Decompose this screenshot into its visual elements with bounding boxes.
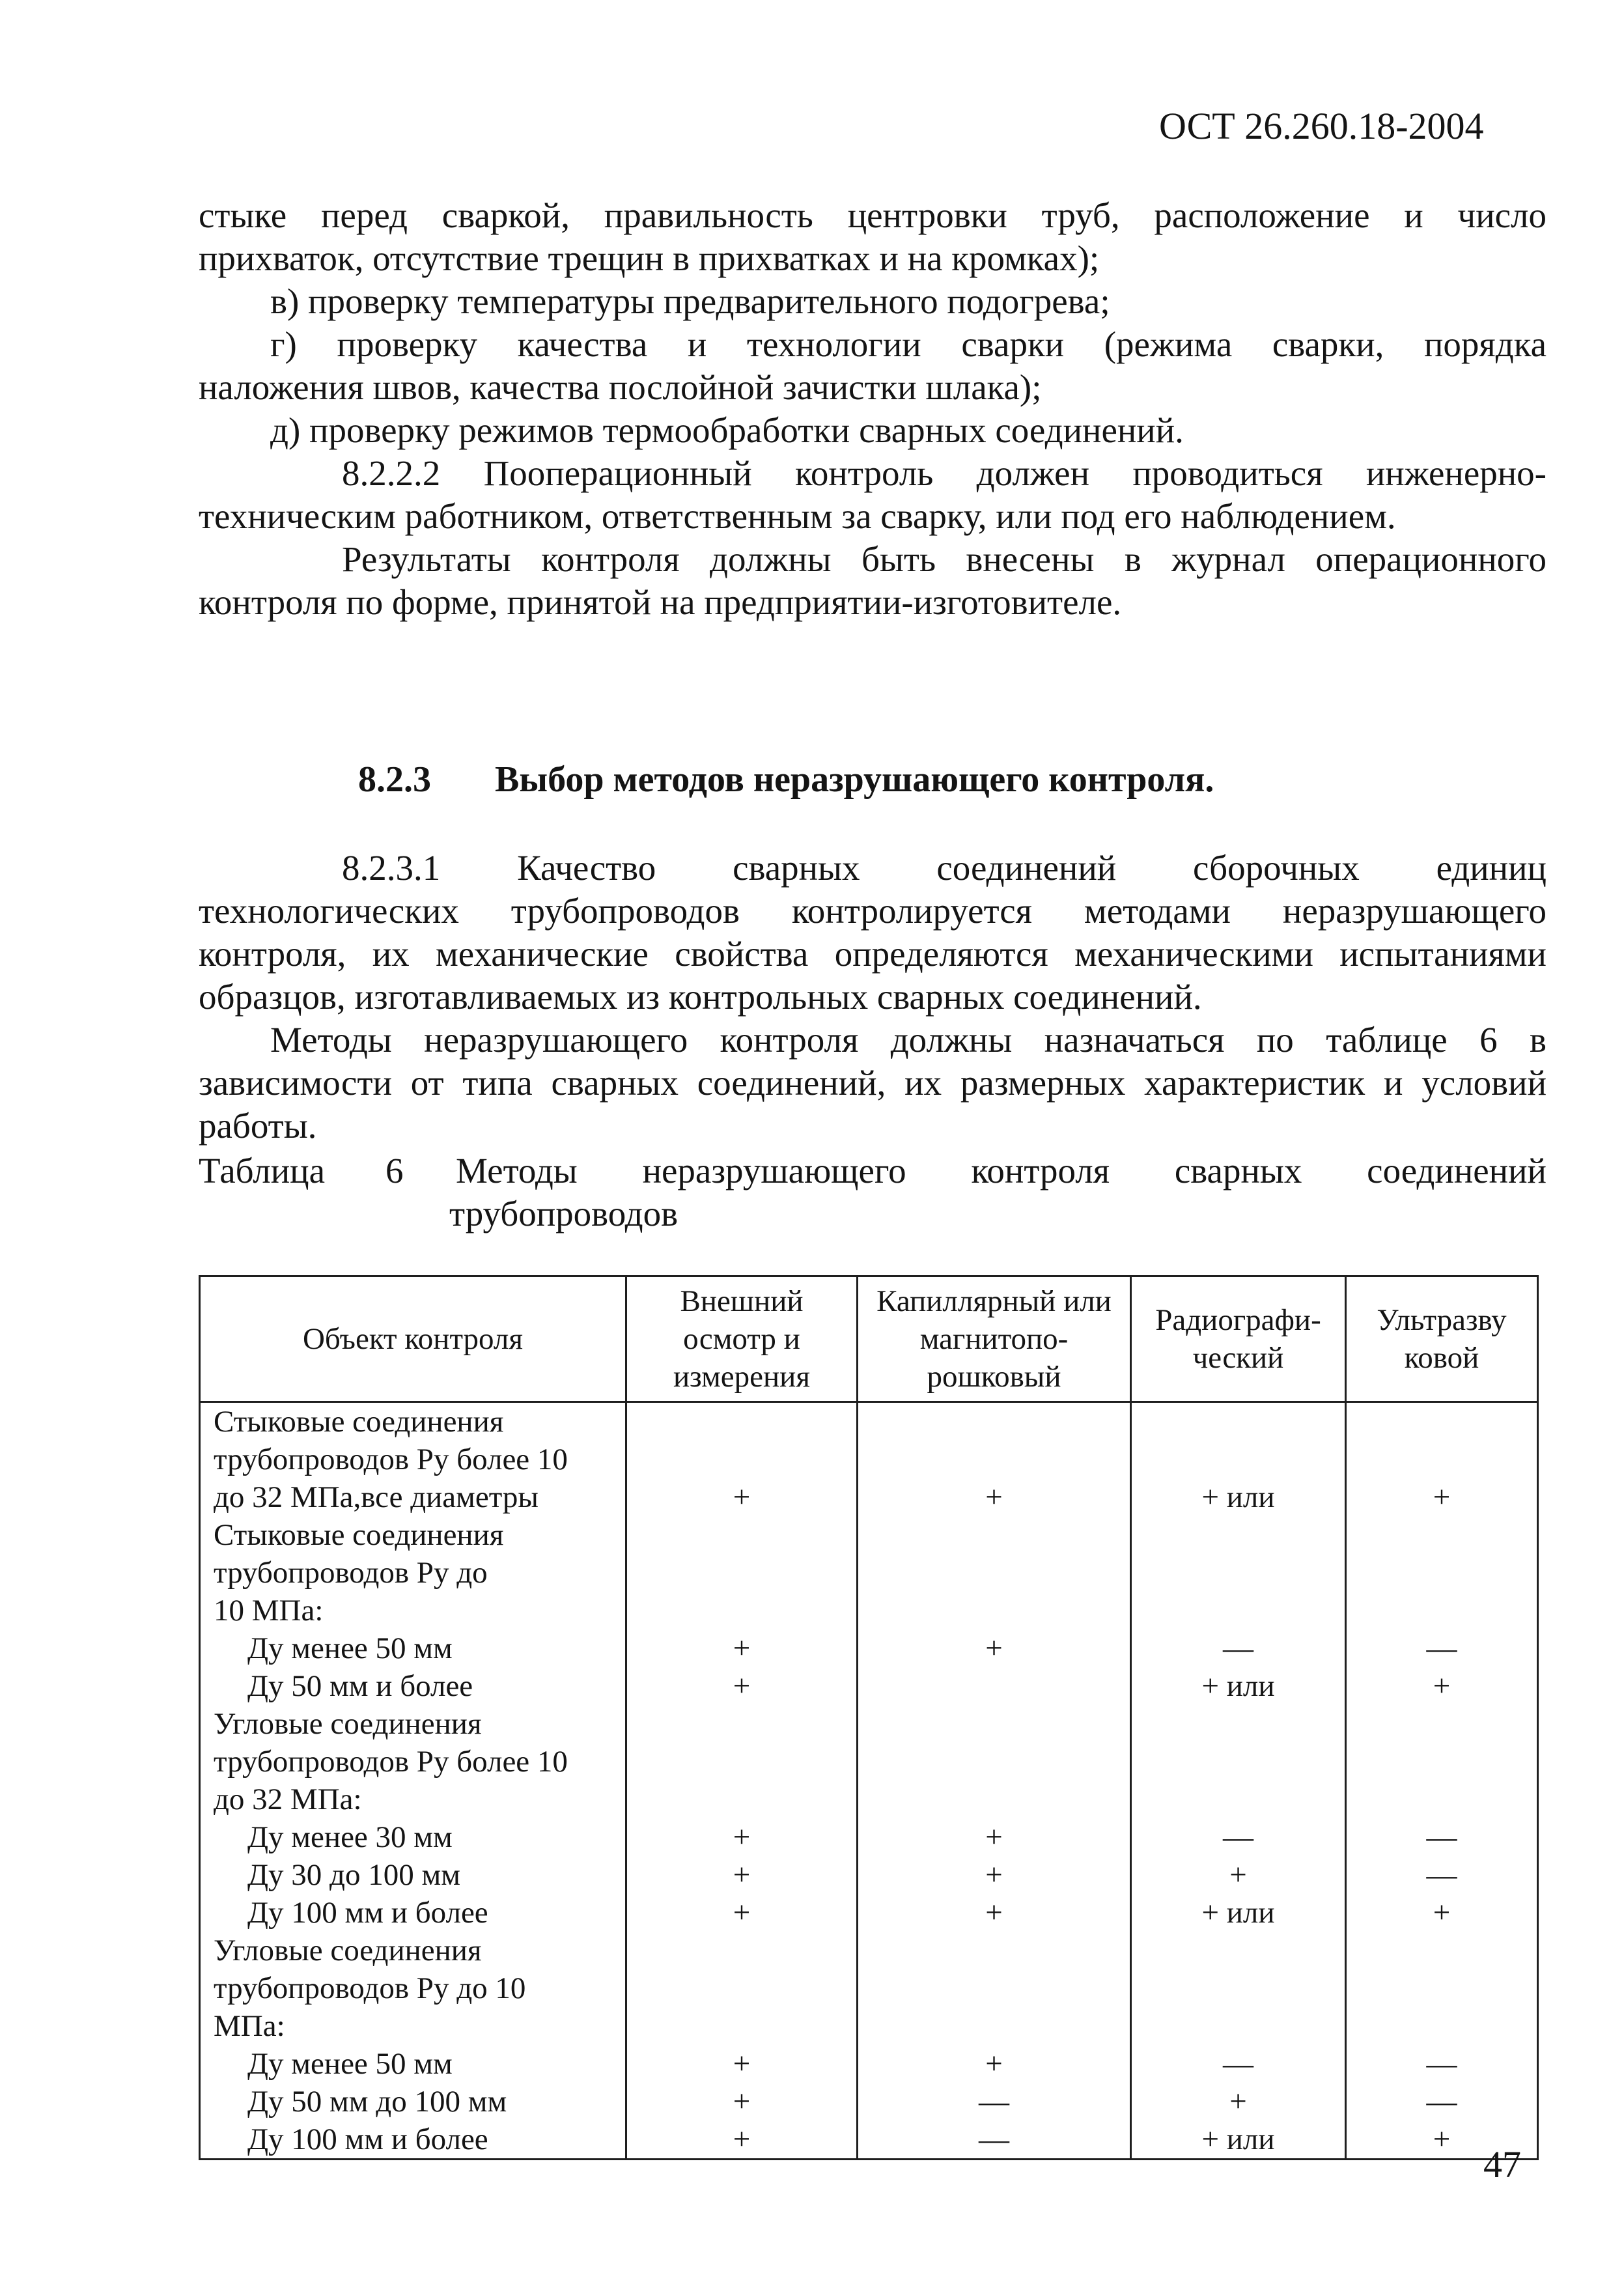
method-mark: + bbox=[985, 1858, 1003, 1892]
paragraph-line: работы. bbox=[199, 1106, 317, 1146]
method-mark bbox=[627, 1932, 856, 1969]
row-label-cell bbox=[200, 1894, 626, 1932]
method-mark: — bbox=[1426, 2085, 1457, 2119]
clause-8-2-2-2: 8.2.2.2 Пооперационный контроль должен проводиться инженерно- bbox=[342, 453, 1547, 493]
row-label-cell bbox=[200, 1969, 626, 2007]
row-label-cell bbox=[200, 1516, 626, 1554]
method-mark-cell bbox=[626, 1402, 858, 1441]
method-mark-cell bbox=[858, 1441, 1131, 1478]
method-mark bbox=[1132, 2007, 1345, 2045]
header-line: Капиллярный или bbox=[876, 1284, 1112, 1318]
method-mark bbox=[1132, 1705, 1345, 1743]
method-mark-cell bbox=[1346, 1856, 1538, 1894]
method-mark: — bbox=[1426, 2047, 1457, 2081]
header-radiographic bbox=[1131, 1276, 1346, 1402]
row-label-cell bbox=[200, 1402, 626, 1441]
method-mark-cell bbox=[1131, 1743, 1346, 1781]
table-row bbox=[200, 1592, 1538, 1629]
method-mark-cell bbox=[1346, 1402, 1538, 1441]
method-mark: + bbox=[1433, 1896, 1451, 1930]
method-mark bbox=[1347, 1592, 1537, 1629]
method-mark bbox=[1347, 1969, 1537, 2007]
method-mark-cell bbox=[858, 1592, 1131, 1629]
table-row bbox=[200, 1743, 1538, 1781]
table-row bbox=[200, 2007, 1538, 2045]
table-caption-title: Методы неразрушающего контроля сварных соединений bbox=[456, 1151, 1547, 1190]
method-mark bbox=[1132, 1441, 1345, 1478]
row-label-cell bbox=[200, 2007, 626, 2045]
method-mark-cell bbox=[626, 1818, 858, 1856]
method-mark-cell bbox=[1346, 1629, 1538, 1667]
method-mark-cell bbox=[1131, 1705, 1346, 1743]
method-mark-cell bbox=[1131, 2007, 1346, 2045]
method-mark-cell bbox=[626, 1554, 858, 1592]
table-row bbox=[200, 1554, 1538, 1592]
method-mark: — bbox=[1223, 1820, 1253, 1854]
method-mark-cell bbox=[1131, 1667, 1346, 1705]
row-label-cell bbox=[200, 1932, 626, 1969]
method-mark: + или bbox=[1201, 1669, 1275, 1703]
method-mark bbox=[627, 2007, 856, 2045]
method-mark: + или bbox=[1201, 1896, 1275, 1930]
method-mark-cell bbox=[1346, 1478, 1538, 1516]
method-mark-cell bbox=[858, 1705, 1131, 1743]
method-mark bbox=[627, 1743, 856, 1781]
method-mark bbox=[627, 1969, 856, 2007]
paragraph-line: контроля, их механические свойства определяются механическими испытаниями bbox=[199, 934, 1547, 974]
table-row bbox=[200, 1818, 1538, 1856]
header-line: Внешний bbox=[680, 1284, 804, 1318]
table-row bbox=[200, 1667, 1538, 1705]
method-mark-cell bbox=[858, 1818, 1131, 1856]
section-number: 8.2.3 bbox=[358, 759, 431, 800]
row-label: трубопроводов Ру более 10 bbox=[214, 1745, 568, 1779]
method-mark: + или bbox=[1201, 1480, 1275, 1514]
method-mark bbox=[1347, 1441, 1537, 1478]
method-mark-cell bbox=[626, 1969, 858, 2007]
header-line: Ультразву bbox=[1377, 1303, 1507, 1337]
method-mark-cell bbox=[1131, 1592, 1346, 1629]
method-mark-cell bbox=[1131, 2083, 1346, 2120]
method-mark bbox=[858, 1516, 1130, 1554]
method-mark-cell bbox=[858, 2045, 1131, 2083]
method-mark bbox=[1347, 1743, 1537, 1781]
row-label-cell bbox=[200, 1441, 626, 1478]
paragraph-line: технологических трубопроводов контролируется методами неразрушающего bbox=[199, 891, 1547, 931]
method-mark-cell bbox=[626, 1478, 858, 1516]
row-label-cell bbox=[200, 2083, 626, 2120]
method-mark bbox=[627, 1403, 856, 1441]
method-mark: + bbox=[1229, 2085, 1247, 2119]
method-mark bbox=[1132, 1516, 1345, 1554]
method-mark: + bbox=[1433, 1480, 1451, 1514]
method-mark-cell bbox=[858, 1743, 1131, 1781]
method-mark: + bbox=[1229, 1858, 1247, 1892]
document-code: ОСТ 26.260.18-2004 bbox=[1159, 105, 1484, 147]
method-mark-cell bbox=[626, 1592, 858, 1629]
method-mark-cell bbox=[626, 2045, 858, 2083]
row-label: Ду менее 50 мм bbox=[247, 2047, 453, 2081]
method-mark bbox=[858, 1403, 1130, 1441]
method-mark-cell bbox=[1131, 1969, 1346, 2007]
method-mark bbox=[1347, 1781, 1537, 1818]
method-mark-cell bbox=[1346, 1705, 1538, 1743]
table-row bbox=[200, 1705, 1538, 1743]
methods-table bbox=[199, 1275, 1539, 2160]
row-label: трубопроводов Ру до 10 bbox=[214, 1971, 526, 2005]
method-mark-cell bbox=[858, 2007, 1131, 2045]
method-mark-cell bbox=[626, 2083, 858, 2120]
method-mark-cell bbox=[858, 1478, 1131, 1516]
row-label: до 32 МПа,все диаметры bbox=[214, 1480, 539, 1514]
method-mark-cell bbox=[626, 1667, 858, 1705]
method-mark-cell bbox=[858, 1894, 1131, 1932]
row-label-cell bbox=[200, 1856, 626, 1894]
method-mark bbox=[1347, 1932, 1537, 1969]
method-mark: + bbox=[733, 1631, 751, 1665]
method-mark-cell bbox=[1346, 1667, 1538, 1705]
method-mark-cell bbox=[1346, 1592, 1538, 1629]
method-mark: + bbox=[733, 2047, 751, 2081]
table-row bbox=[200, 1516, 1538, 1554]
row-label-cell bbox=[200, 1743, 626, 1781]
method-mark-cell bbox=[858, 1932, 1131, 1969]
method-mark-cell bbox=[1131, 2045, 1346, 2083]
row-label: Ду менее 50 мм bbox=[247, 1631, 453, 1665]
method-mark bbox=[627, 1554, 856, 1592]
table-row bbox=[200, 2120, 1538, 2160]
method-mark: + bbox=[985, 1480, 1003, 1514]
table-row bbox=[200, 1894, 1538, 1932]
method-mark: — bbox=[1223, 2047, 1253, 2081]
method-mark: + bbox=[733, 2085, 751, 2119]
paragraph-line: прихваток, отсутствие трещин в прихватках и на кромках); bbox=[199, 238, 1100, 278]
method-mark: + bbox=[1433, 2122, 1451, 2156]
method-mark-cell bbox=[1131, 1554, 1346, 1592]
method-mark-cell bbox=[858, 1554, 1131, 1592]
method-mark: — bbox=[1223, 1631, 1253, 1665]
row-label: до 32 МПа: bbox=[214, 1782, 362, 1816]
row-label-cell bbox=[200, 2120, 626, 2160]
row-label: Ду 100 мм и более bbox=[247, 1896, 488, 1930]
method-mark-cell bbox=[1346, 1969, 1538, 2007]
list-item-g: г) проверку качества и технологии сварки (режима сварки, порядка bbox=[270, 324, 1547, 364]
table-row bbox=[200, 1478, 1538, 1516]
header-line: измерения bbox=[673, 1360, 810, 1394]
method-mark bbox=[858, 1667, 1130, 1705]
row-label-cell bbox=[200, 2045, 626, 2083]
header-line: рошковый bbox=[927, 1360, 1061, 1394]
method-mark bbox=[1132, 1969, 1345, 2007]
table-row bbox=[200, 1781, 1538, 1818]
table-row bbox=[200, 1856, 1538, 1894]
method-mark bbox=[627, 1516, 856, 1554]
row-label: 10 МПа: bbox=[214, 1594, 324, 1627]
method-mark bbox=[1132, 1592, 1345, 1629]
method-mark: + bbox=[1433, 1669, 1451, 1703]
table-row bbox=[200, 1932, 1538, 1969]
paragraph-line: контроля по форме, принятой на предприятии-изготовителе. bbox=[199, 582, 1122, 622]
method-mark bbox=[627, 1592, 856, 1629]
method-mark bbox=[858, 2007, 1130, 2045]
row-label-cell bbox=[200, 1667, 626, 1705]
row-label: Стыковые соединения bbox=[214, 1405, 504, 1439]
method-mark: + bbox=[733, 1480, 751, 1514]
row-label: Стыковые соединения bbox=[214, 1518, 504, 1552]
method-mark-cell bbox=[858, 1781, 1131, 1818]
header-visual bbox=[626, 1276, 858, 1402]
header-capillary bbox=[858, 1276, 1131, 1402]
method-mark bbox=[1347, 1705, 1537, 1743]
method-mark bbox=[1132, 1781, 1345, 1818]
method-mark-cell bbox=[858, 1969, 1131, 2007]
row-label: Ду менее 30 мм bbox=[247, 1820, 453, 1854]
method-mark: + bbox=[985, 1896, 1003, 1930]
row-label-cell bbox=[200, 1781, 626, 1818]
method-mark-cell bbox=[626, 1516, 858, 1554]
paragraph-line: Методы неразрушающего контроля должны назначаться по таблице 6 в bbox=[270, 1020, 1547, 1060]
method-mark-cell bbox=[1131, 1441, 1346, 1478]
table-header-row bbox=[200, 1276, 1538, 1402]
row-label-cell bbox=[200, 1592, 626, 1629]
method-mark-cell bbox=[1131, 1781, 1346, 1818]
method-mark bbox=[858, 1554, 1130, 1592]
method-mark bbox=[627, 1705, 856, 1743]
method-mark-cell bbox=[858, 1667, 1131, 1705]
method-mark-cell bbox=[1346, 1441, 1538, 1478]
paragraph-line: техническим работником, ответственным за сварку, или под его наблюдением. bbox=[199, 496, 1396, 536]
method-mark-cell bbox=[858, 1856, 1131, 1894]
method-mark bbox=[1132, 1932, 1345, 1969]
paragraph-line: Результаты контроля должны быть внесены в журнал операционного bbox=[342, 539, 1547, 579]
method-mark-cell bbox=[858, 2120, 1131, 2160]
method-mark-cell bbox=[626, 1441, 858, 1478]
method-mark-cell bbox=[858, 2083, 1131, 2120]
method-mark: — bbox=[1426, 1820, 1457, 1854]
method-mark bbox=[1347, 2007, 1537, 2045]
row-label: трубопроводов Ру до bbox=[214, 1556, 488, 1590]
method-mark-cell bbox=[1131, 1932, 1346, 1969]
method-mark: — bbox=[1426, 1631, 1457, 1665]
list-item-v: в) проверку температуры предварительного подогрева; bbox=[270, 281, 1110, 321]
method-mark-cell bbox=[626, 1856, 858, 1894]
method-mark-cell bbox=[1346, 1743, 1538, 1781]
method-mark: — bbox=[1426, 1858, 1457, 1892]
method-mark bbox=[1132, 1743, 1345, 1781]
table-row bbox=[200, 2083, 1538, 2120]
table-row bbox=[200, 1969, 1538, 2007]
method-mark-cell bbox=[1346, 2045, 1538, 2083]
header-line: магнитопо- bbox=[919, 1322, 1069, 1356]
method-mark-cell bbox=[1346, 1516, 1538, 1554]
table-caption-label: Таблица bbox=[199, 1151, 325, 1190]
method-mark-cell bbox=[1346, 1818, 1538, 1856]
method-mark bbox=[858, 1781, 1130, 1818]
clause-8-2-3-1: 8.2.3.1 Качество сварных соединений сборочных единиц bbox=[342, 848, 1547, 888]
row-label: трубопроводов Ру более 10 bbox=[214, 1443, 568, 1476]
method-mark: + bbox=[985, 1631, 1003, 1665]
method-mark bbox=[1132, 1403, 1345, 1441]
method-mark bbox=[858, 1969, 1130, 2007]
method-mark bbox=[627, 1781, 856, 1818]
method-mark-cell bbox=[1131, 1516, 1346, 1554]
method-mark: + bbox=[985, 1820, 1003, 1854]
row-label-cell bbox=[200, 1478, 626, 1516]
method-mark bbox=[627, 1441, 856, 1478]
method-mark-cell bbox=[1131, 2120, 1346, 2160]
method-mark-cell bbox=[1346, 1894, 1538, 1932]
row-label-cell bbox=[200, 1554, 626, 1592]
list-item-d: д) проверку режимов термообработки сварных соединений. bbox=[270, 410, 1184, 450]
method-mark bbox=[858, 1705, 1130, 1743]
header-line: осмотр и bbox=[683, 1322, 800, 1356]
method-mark-cell bbox=[626, 1629, 858, 1667]
row-label: МПа: bbox=[214, 2009, 285, 2043]
method-mark: — bbox=[979, 2122, 1009, 2156]
row-label-cell bbox=[200, 1818, 626, 1856]
table-caption-number: 6 bbox=[385, 1151, 404, 1190]
method-mark-cell bbox=[858, 1516, 1131, 1554]
table-row bbox=[200, 1629, 1538, 1667]
method-mark: + или bbox=[1201, 2122, 1275, 2156]
paragraph-line: зависимости от типа сварных соединений, их размерных характеристик и условий bbox=[199, 1063, 1547, 1103]
row-label: Ду 100 мм и более bbox=[247, 2122, 488, 2156]
header-line: ческий bbox=[1192, 1341, 1284, 1375]
method-mark bbox=[858, 1932, 1130, 1969]
header-line: Радиографи- bbox=[1155, 1303, 1321, 1337]
table-row bbox=[200, 2045, 1538, 2083]
method-mark: + bbox=[733, 1669, 751, 1703]
method-mark-cell bbox=[626, 1743, 858, 1781]
row-label-cell bbox=[200, 1629, 626, 1667]
page-number: 47 bbox=[1483, 2143, 1521, 2186]
method-mark-cell bbox=[626, 1932, 858, 1969]
method-mark: + bbox=[985, 2047, 1003, 2081]
row-label: Угловые соединения bbox=[214, 1707, 482, 1741]
method-mark: + bbox=[733, 1858, 751, 1892]
method-mark-cell bbox=[1346, 2007, 1538, 2045]
method-mark-cell bbox=[858, 1402, 1131, 1441]
method-mark: + bbox=[733, 1896, 751, 1930]
method-mark-cell bbox=[626, 2120, 858, 2160]
method-mark-cell bbox=[1346, 2083, 1538, 2120]
method-mark: — bbox=[979, 2085, 1009, 2119]
table-row bbox=[200, 1402, 1538, 1441]
header-line: ковой bbox=[1404, 1341, 1479, 1375]
method-mark bbox=[858, 1743, 1130, 1781]
method-mark bbox=[1347, 1554, 1537, 1592]
row-label: Ду 50 мм и более bbox=[247, 1669, 473, 1703]
method-mark: + bbox=[733, 1820, 751, 1854]
row-label: Угловые соединения bbox=[214, 1934, 482, 1967]
method-mark bbox=[858, 1441, 1130, 1478]
table-caption-title-2: трубопроводов bbox=[449, 1194, 679, 1233]
method-mark-cell bbox=[1131, 1478, 1346, 1516]
method-mark-cell bbox=[1131, 1402, 1346, 1441]
paragraph-line: наложения швов, качества послойной зачистки шлака); bbox=[199, 367, 1042, 407]
table-row bbox=[200, 1441, 1538, 1478]
method-mark-cell bbox=[1346, 1932, 1538, 1969]
header-ultrasonic bbox=[1346, 1276, 1538, 1402]
row-label-cell bbox=[200, 1705, 626, 1743]
method-mark-cell bbox=[1131, 1894, 1346, 1932]
paragraph-line: образцов, изготавливаемых из контрольных сварных соединений. bbox=[199, 977, 1202, 1017]
paragraph-line: стыке перед сваркой, правильность центровки труб, расположение и число bbox=[199, 195, 1547, 235]
method-mark bbox=[1347, 1403, 1537, 1441]
method-mark-cell bbox=[626, 2007, 858, 2045]
method-mark-cell bbox=[626, 1705, 858, 1743]
method-mark-cell bbox=[1131, 1629, 1346, 1667]
method-mark-cell bbox=[1131, 1818, 1346, 1856]
method-mark bbox=[1132, 1554, 1345, 1592]
header-line: Объект контроля bbox=[302, 1322, 524, 1356]
method-mark-cell bbox=[1131, 1856, 1346, 1894]
method-mark bbox=[1347, 1516, 1537, 1554]
section-title: Выбор методов неразрушающего контроля. bbox=[495, 759, 1214, 800]
method-mark-cell bbox=[626, 1894, 858, 1932]
method-mark: + bbox=[733, 2122, 751, 2156]
method-mark-cell bbox=[1346, 1554, 1538, 1592]
row-label: Ду 30 до 100 мм bbox=[247, 1858, 460, 1892]
header-object bbox=[200, 1276, 626, 1402]
row-label: Ду 50 мм до 100 мм bbox=[247, 2085, 507, 2119]
method-mark bbox=[858, 1592, 1130, 1629]
method-mark-cell bbox=[626, 1781, 858, 1818]
method-mark-cell bbox=[858, 1629, 1131, 1667]
method-mark-cell bbox=[1346, 1781, 1538, 1818]
